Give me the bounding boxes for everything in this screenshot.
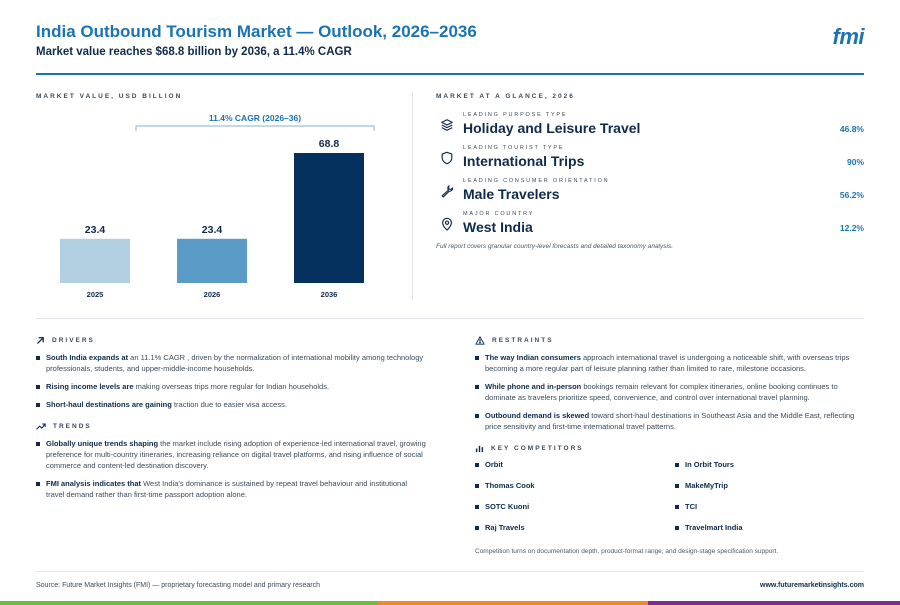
map-pin-icon: [440, 217, 454, 231]
driver-text: traction due to easier visa access.: [171, 400, 287, 409]
restraint-item: [475, 381, 865, 403]
competitor-item: Orbit: [475, 460, 675, 469]
bar-2026: [177, 239, 247, 283]
restraint-text: toward short-haul destinations in Southeast Asia and the Middle East, reflecting price sensitivity and first-time international travel patterns.: [485, 411, 855, 431]
driver-text: an 11.1% CAGR , driven by the normalization of international mobility among technology professionals, students, and upper-middle-income households.: [46, 353, 424, 373]
bar-value-label: 23.4: [84, 223, 106, 236]
trend-lead: Globally unique trends shaping: [46, 439, 159, 448]
trend-arrow-icon: [36, 336, 45, 345]
glance-value: 46.8%: [839, 124, 864, 134]
glance-item-orientation: [436, 174, 864, 207]
trend-line-icon: [36, 422, 46, 431]
competitor-item: SOTC Kuoni: [475, 502, 675, 511]
page-subtitle: Market value reaches $68.8 billion by 2036, a 11.4% CAGR: [36, 46, 352, 58]
drivers-trends-column: [36, 334, 426, 507]
driver-item: [36, 352, 426, 374]
glance-list: [436, 108, 864, 240]
competitor-item: TCI: [675, 502, 865, 511]
glance-caption: MAJOR COUNTRY: [463, 211, 535, 217]
footer-source: Source: Future Market Insights (FMI) — proprietary forecasting model and primary research: [36, 582, 320, 589]
trends-header: [36, 420, 426, 432]
cagr-annotation: 11.4% CAGR (2026–36): [208, 113, 302, 123]
restraints-competitors-column: [475, 334, 865, 555]
competitor-item: Travelmart India: [675, 523, 865, 532]
driver-lead: South India expands at: [46, 353, 129, 362]
bar-2036: [294, 153, 364, 283]
glance-item-country: [436, 207, 864, 240]
trend-text: the market include rising adoption of experience-led international travel, growing preference for multi-country itineraries, increasing reliance on digital travel platforms, and rising influence of social commerce and content-led destination discovery.: [46, 439, 426, 470]
page-title: India Outbound Tourism Market — Outlook, 2026–2036: [36, 22, 477, 41]
restraint-lead: While phone and in-person: [485, 382, 582, 391]
competitor-item: In Orbit Tours: [675, 460, 865, 469]
restraints-label: RESTRAINTS: [492, 336, 554, 344]
glance-value: 56.2%: [839, 190, 864, 200]
trend-lead: FMI analysis indicates that: [46, 479, 142, 488]
brand-bar-orange: [378, 601, 648, 605]
brand-logo[interactable]: fmi: [832, 24, 864, 49]
restraint-lead: The way Indian consumers: [485, 353, 581, 362]
competitor-item: Raj Travels: [475, 523, 675, 532]
footer-url-link[interactable]: www.futuremarketinsights.com: [760, 582, 864, 589]
glance-caption: LEADING PURPOSE TYPE: [463, 112, 568, 118]
trend-item: [36, 438, 426, 471]
glance-item-purpose: [436, 108, 864, 141]
bar-2025: [60, 239, 130, 283]
category-tick-label: 2026: [203, 290, 221, 299]
bar-value-label: 23.4: [201, 223, 223, 236]
chart-section-label: MARKET VALUE, USD BILLION: [36, 93, 183, 100]
footer-divider: [36, 571, 864, 572]
restraints-header: [475, 334, 865, 346]
restraint-text: approach international travel is undergoing a noticeable shift, with overseas trips becoming a more regular part of leisure planning rather than limited to rare, milestone occasions.: [485, 353, 850, 373]
competitors-note: Competition turns on documentation depth, product-format range, and design-stage specification support.: [475, 548, 779, 555]
glance-name: West India: [463, 219, 533, 235]
header-rule: [36, 73, 864, 75]
restraint-item: [475, 410, 865, 432]
layers-icon: [440, 118, 454, 132]
category-tick-label: 2036: [320, 290, 338, 299]
glance-item-tourist: [436, 141, 864, 174]
driver-item: [36, 399, 426, 410]
competitors-label: KEY COMPETITORS: [491, 444, 584, 452]
glance-name: Holiday and Leisure Travel: [463, 120, 641, 136]
section-divider: [36, 318, 864, 319]
driver-lead: Short-haul destinations are gaining: [46, 400, 172, 409]
competitor-item: MakeMyTrip: [675, 481, 865, 490]
restraint-item: [475, 352, 865, 374]
competitor-grid: [475, 460, 865, 532]
glance-caption: LEADING CONSUMER ORIENTATION: [463, 178, 610, 184]
competitors-header: [475, 442, 865, 454]
drivers-header: [36, 334, 426, 346]
cagr-bracket-line: [136, 126, 374, 131]
glance-value: 90%: [846, 157, 864, 167]
drivers-label: DRIVERS: [52, 336, 95, 344]
brand-bar-green: [0, 601, 378, 605]
warning-icon: [475, 336, 485, 345]
glance-name: International Trips: [463, 153, 585, 169]
bars: [60, 138, 364, 299]
trends-label: TRENDS: [53, 422, 92, 430]
wrench-icon: [440, 184, 454, 198]
cagr-bracket: [136, 113, 374, 131]
shield-icon: [440, 151, 454, 165]
glance-note: Full report covers granular country-level forecasts and detailed taxonomy analysis.: [436, 243, 674, 250]
category-tick-label: 2025: [86, 290, 104, 299]
glance-name: Male Travelers: [463, 186, 560, 202]
vertical-divider: [412, 92, 413, 300]
bar-value-label: 68.8: [318, 138, 340, 150]
glance-value: 12.2%: [839, 223, 864, 233]
market-value-chart: [36, 105, 406, 305]
driver-item: [36, 381, 426, 392]
brand-color-bar: [0, 601, 900, 605]
brand-bar-purple: [648, 601, 900, 605]
glance-caption: LEADING TOURIST TYPE: [463, 145, 565, 151]
competitor-item: Thomas Cook: [475, 481, 675, 490]
restraint-text: bookings remain relevant for complex itineraries, online booking continues to dominate as travelers prioritize speed, convenience, and control over international travel planning.: [485, 382, 838, 402]
trend-item: [36, 478, 426, 500]
bar-chart-icon: [475, 444, 484, 453]
driver-text: making overseas trips more regular for Indian households.: [133, 382, 330, 391]
glance-section-label: MARKET AT A GLANCE, 2026: [436, 93, 575, 100]
restraint-lead: Outbound demand is skewed: [485, 411, 590, 420]
driver-lead: Rising income levels are: [46, 382, 134, 391]
trend-text: West India's dominance is sustained by repeat travel behaviour and institutional travel demand rather than first-time passport adoption alone.: [46, 479, 408, 499]
